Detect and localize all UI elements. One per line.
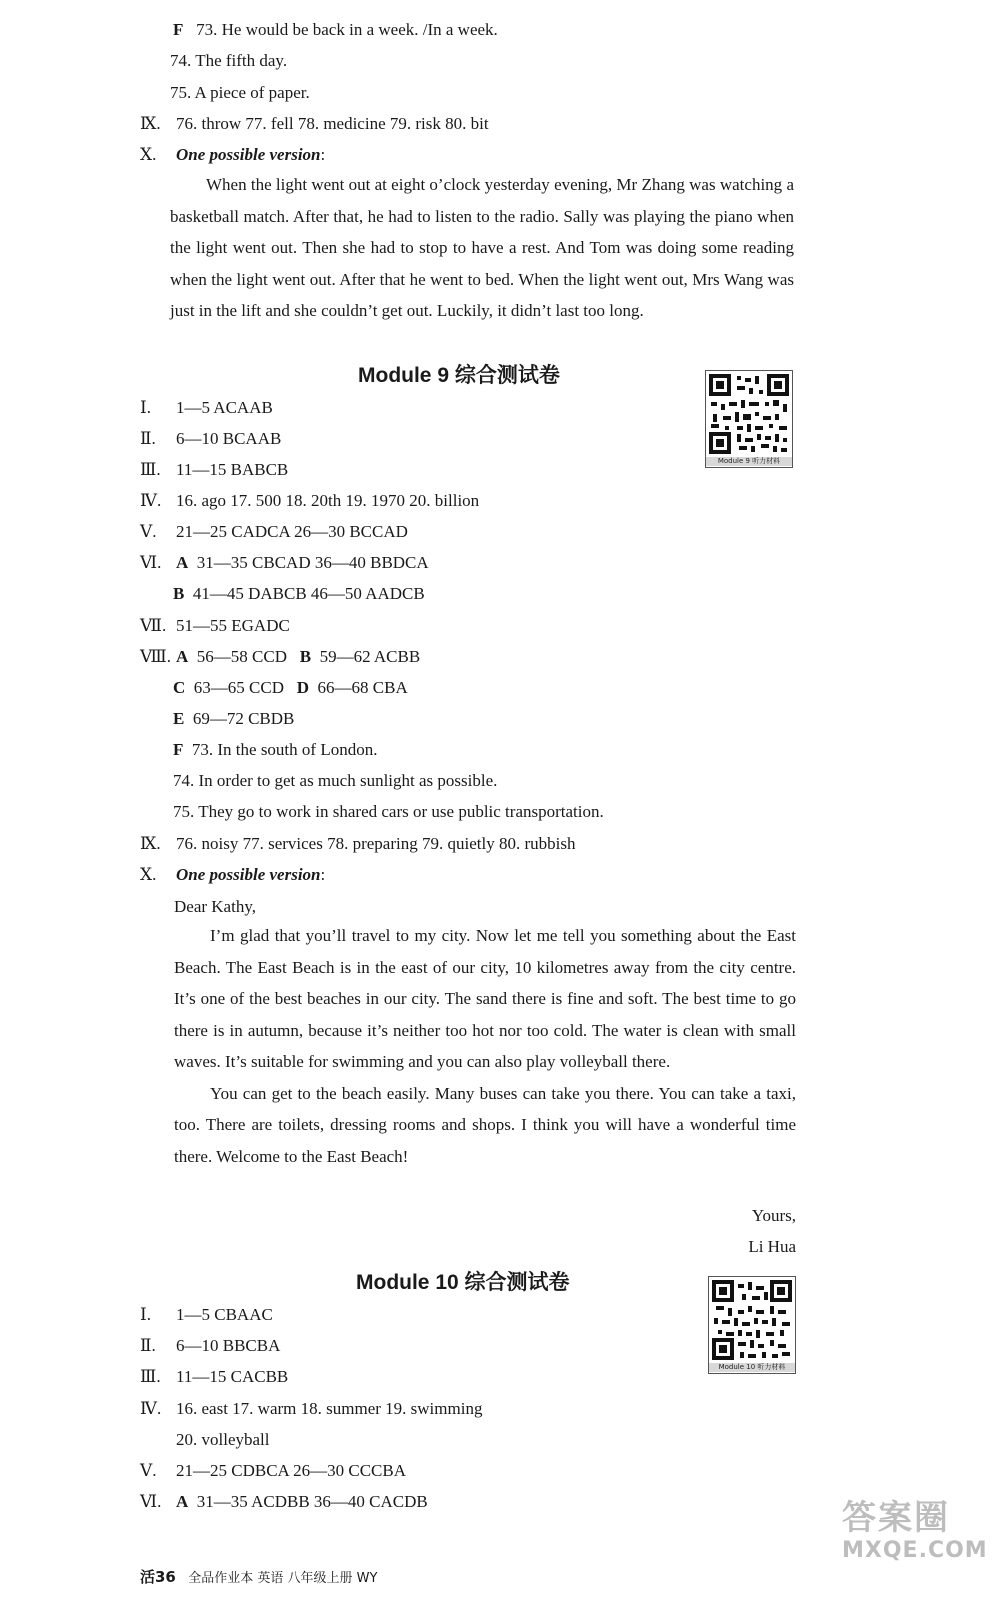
m9-section-ii: Ⅱ. 6—10 BCAAB [140, 429, 282, 448]
m9-letter-closing: Yours, [751, 1206, 796, 1225]
m9-letter-paragraph-1: I’m glad that you’ll travel to my city. Now let me tell you something about the East Beach. The East Beach is in the east of our city, 10 kilometres away from the city centre. It’s one of the best beaches in our city. The sand there is fine and soft. The best time to go there is in autumn, because it’s neither too hot nor too cold. The water is clean with small waves. It’s suitable for swimming and you can also play volleyball there. [174, 926, 796, 1071]
m9-letter-salutation: Dear Kathy, [174, 897, 256, 916]
m10-section-vi: Ⅵ. A 31—35 ACDBB 36—40 CACDB [140, 1492, 428, 1511]
m9-title: Module 9 综合测试卷 [358, 364, 560, 387]
m9-section-ix: Ⅸ. 76. noisy 77. services 78. preparing 79. quietly 80. rubbish [140, 834, 576, 853]
m9-answer-74: 74. In order to get as much sunlight as possible. [173, 771, 498, 790]
m9-section-iv: Ⅳ. 16. ago 17. 500 18. 20th 19. 1970 20. billion [140, 491, 480, 510]
m9-letter-paragraph-2: You can get to the beach easily. Many buses can take you there. You can take a taxi, too. There are toilets, dressing rooms and shops. I think you will have a wonderful time there. Welcome to the East Beach! [174, 1083, 796, 1166]
m9-section-iii: Ⅲ. 11—15 BABCB [140, 460, 289, 479]
m9-qr-code[interactable] [705, 370, 793, 468]
m9-section-vi-b: B 41—45 DABCB 46—50 AADCB [173, 584, 425, 603]
qr-code-icon [709, 374, 789, 454]
watermark-url: MXQE.COM [842, 1538, 988, 1563]
m10-title: Module 10 综合测试卷 [356, 1271, 570, 1294]
m9-section-vi-a: Ⅵ. A 31—35 CBCAD 36—40 BBDCA [140, 553, 429, 572]
watermark [842, 1498, 992, 1588]
m10-section-i: Ⅰ. 1—5 CBAAC [140, 1305, 273, 1324]
m9-section-v: Ⅴ. 21—25 CADCA 26—30 BCCAD [140, 522, 408, 541]
m8-answer-74: 74. The fifth day. [170, 51, 288, 70]
m8-answer-73: F 73. He would be back in a week. /In a week. [173, 20, 498, 39]
m9-section-x: Ⅹ. One possible version: [140, 865, 326, 884]
m8-essay: When the light went out at eight o’clock yesterday evening, Mr Zhang was watching a basketball match. After that, he had to listen to the radio. Sally was playing the piano when the light went out. Then she had to stop to have a rest. And Tom was doing some reading when the light went out. After that he went to bed. When the light went out, Mrs Wang was just in the lift and she couldn’t get out. Luckily, it didn’t last too long. [170, 175, 794, 320]
m8-answer-75: 75. A piece of paper. [170, 83, 310, 102]
m10-qr-caption: Module 10 听力材料 [709, 1363, 795, 1372]
m9-answer-75: 75. They go to work in shared cars or use public transportation. [173, 802, 604, 821]
m10-section-v: Ⅴ. 21—25 CDBCA 26—30 CCCBA [140, 1461, 407, 1480]
m8-section-ix: Ⅸ. 76. throw 77. fell 78. medicine 79. risk 80. bit [140, 114, 489, 133]
m8-section-x: Ⅹ. One possible version: [140, 145, 326, 164]
page-number: 活36 [140, 1568, 176, 1586]
m9-section-vii: Ⅶ. 51—55 EGADC [140, 616, 290, 635]
m10-qr-code[interactable] [708, 1276, 796, 1374]
m9-qr-caption: Module 9 听力材料 [706, 457, 792, 466]
m9-section-viii-f: F 73. In the south of London. [173, 740, 378, 759]
m9-section-i: Ⅰ. 1—5 ACAAB [140, 398, 273, 417]
watermark-text: 答案圈 [842, 1498, 950, 1538]
m10-section-ii: Ⅱ. 6—10 BBCBA [140, 1336, 281, 1355]
m10-section-iv-cont: 20. volleyball [176, 1430, 270, 1449]
m9-letter-signature: Li Hua [748, 1237, 796, 1256]
m9-section-viii-e: E 69—72 CBDB [173, 709, 295, 728]
m9-section-viii-cd: C 63—65 CCD D 66—68 CBA [173, 678, 408, 697]
book-info: 全品作业本 英语 八年级上册 WY [188, 1571, 378, 1586]
m10-section-iii: Ⅲ. 11—15 CACBB [140, 1367, 289, 1386]
qr-code-icon [712, 1280, 792, 1360]
page-footer [140, 1568, 377, 1588]
m10-section-iv: Ⅳ. 16. east 17. warm 18. summer 19. swimming [140, 1399, 483, 1418]
m9-section-viii-ab: Ⅷ. A 56—58 CCD B 59—62 ACBB [140, 647, 421, 666]
m9-letter-body [174, 920, 796, 1172]
